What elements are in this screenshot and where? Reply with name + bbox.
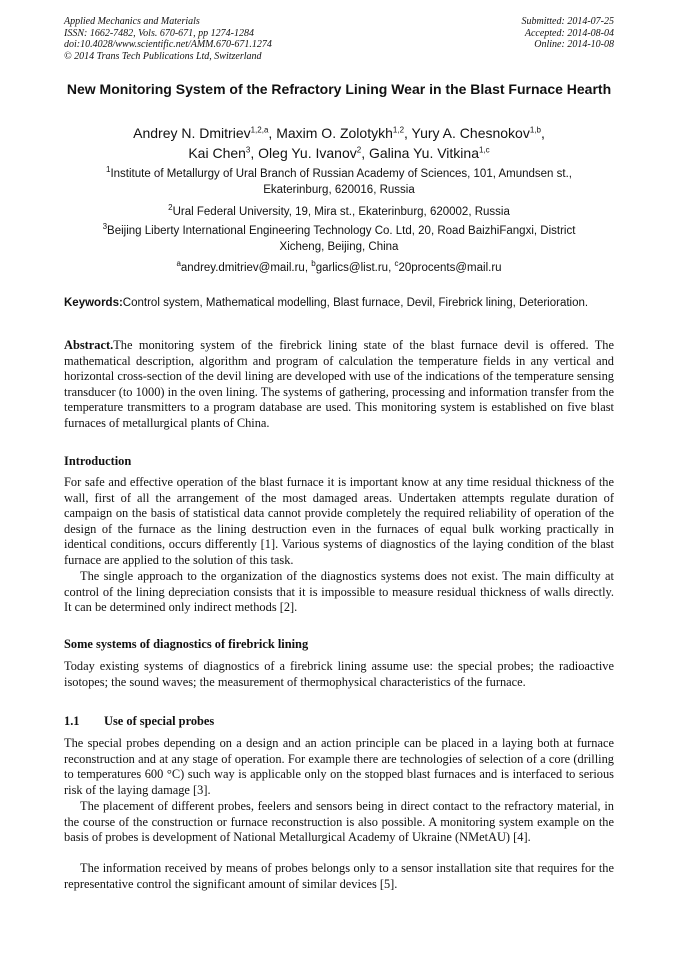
journal-copyright: © 2014 Trans Tech Publications Ltd, Switzerland	[64, 50, 262, 62]
introduction-paragraph-1: For safe and effective operation of the blast furnace it is important know at any time residual thickness of the wall, first of all the arrangement of the most damaged areas. Undertaken attempts regulate duration of campaign on the basis of statistical data cannot provide completely the required reliability of operation of the design of the furnace as the lining destruction even in the furnaces of equal bulk working practically in identical conditions, occurs differently [1]. Various systems of diagnostics of the laying condition of the blast furnace are applied to the solution of this task.	[64, 475, 614, 567]
subsection-paragraph-2: The placement of different probes, feelers and sensors being in direct contact to the refractory material, in the course of the construction or furnace reconstruction is also possible. A monitoring system example on the basis of probes is development of National Metallurgical Academy of Ukraine (NMetAU) [4].	[64, 799, 614, 845]
submission-dates	[522, 16, 615, 51]
journal-doi: doi:10.4028/www.scientific.net/AMM.670-671.1274	[64, 39, 272, 50]
author-list: Andrey N. Dmitriev$^{1,2,a}$, Maxim O. Zolotykh$^{1,2}$, Yury A. Chesnokov$^{1,b}$, Kai Chen$^3$, Oleg Yu. Ivanov$^2$, Galina Yu. Vitkina$^{1,c}$	[133, 125, 545, 161]
keywords	[64, 296, 614, 311]
journal-issn: ISSN: 1662-7482, Vols. 670-671, pp 1274-1284	[64, 27, 254, 39]
submitted-date: Submitted: 2014-07-25	[521, 16, 614, 27]
author-emails: $^a$andrey.dmitriev@mail.ru, $^b$garlics@list.ru, $^c$20procents@mail.ru	[176, 259, 502, 274]
keywords-text: Control system, Mathematical modelling, Blast furnace, Devil, Firebrick lining, Deterioration.	[122, 297, 589, 309]
author: Maxim O. Zolotykh$^{1,2}$	[276, 125, 405, 141]
introduction-paragraph-2: The single approach to the organization of the diagnostics systems does not exist. The main difficulty at control of the lining depreciation consists that it is impossible to measure residual thickness of walls directly. It can be determined only indirect methods [2].	[64, 569, 614, 615]
abstract	[64, 338, 614, 432]
email-link[interactable]: 20procents@mail.ru	[398, 262, 502, 274]
subsection-heading	[64, 714, 214, 729]
section-paragraph: Today existing systems of diagnostics of a firebrick lining assume use: the special probes; the radioactive isotopes; the sound waves; the measurement of thermophysical characteristics of the furnace.	[64, 659, 614, 689]
author: Kai Chen$^3$	[188, 145, 251, 161]
author: Oleg Yu. Ivanov$^2$	[258, 145, 362, 161]
introduction-heading: Introduction	[64, 454, 132, 468]
subsection-number: 1.1	[64, 714, 80, 728]
email-link[interactable]: andrey.dmitriev@mail.ru,	[180, 262, 312, 274]
accepted-date: Accepted: 2014-08-04	[524, 27, 614, 39]
section-heading: Some systems of diagnostics of firebrick lining	[64, 637, 309, 651]
affiliation-1: $^1$Institute of Metallurgy of Ural Branch of Russian Academy of Sciences, 101, Amundsen st., Ekaterinburg, 620016, Russia	[106, 165, 572, 196]
subsection-title: Use of special probes	[104, 714, 215, 728]
email-link[interactable]: garlics@list.ru,	[315, 262, 395, 274]
author: Andrey N. Dmitriev$^{1,2,a}$	[133, 125, 269, 141]
abstract-text: The monitoring system of the firebrick lining state of the blast furnace devil is offered. The mathematical description, algorithm and program of calculation the temperature fields in any vertical and horizontal cross-section of the devil lining are developed with use of the indications of the temperature sensing transducer (to 1000) in the oven lining. The systems of gathering, processing and information transfer from the temperature transmitters to a program database are used. This monitoring system is established on five blast furnaces of metallurgical plants of China.	[64, 338, 614, 430]
online-date: Online: 2014-10-08	[534, 39, 614, 50]
journal-name: Applied Mechanics and Materials	[64, 16, 200, 27]
keywords-label: Keywords:	[64, 297, 123, 309]
abstract-label: Abstract.	[64, 338, 114, 352]
author: Galina Yu. Vitkina$^{1,c}$	[368, 145, 490, 161]
paper-title: New Monitoring System of the Refractory Lining Wear in the Blast Furnace Hearth	[66, 81, 612, 97]
author: Yury A. Chesnokov$^{1,b}$	[411, 125, 541, 141]
affiliation-3: $^3$Beijing Liberty International Engineering Technology Co. Ltd, 20, Road BaizhiFangxi, District Xicheng, Beijing, China	[102, 222, 576, 253]
affiliation-2: $^2$Ural Federal University, 19, Mira st., Ekaterinburg, 620002, Russia	[168, 203, 510, 218]
subsection-paragraph-3: The information received by means of probes belongs only to a sensor installation site that requires for the representative control the significant amount of similar devices [5].	[64, 861, 614, 891]
subsection-paragraph-1: The special probes depending on a design and an action principle can be placed in a laying both at furnace reconstruction and at any stage of operation. For example there are technologies of selection of a core (drilling to temperatures 600 °C) such way is applicable only on the stopped blast furnaces and is interfaced to serious risk of the laying damage [3].	[64, 736, 614, 797]
journal-info	[64, 16, 272, 62]
